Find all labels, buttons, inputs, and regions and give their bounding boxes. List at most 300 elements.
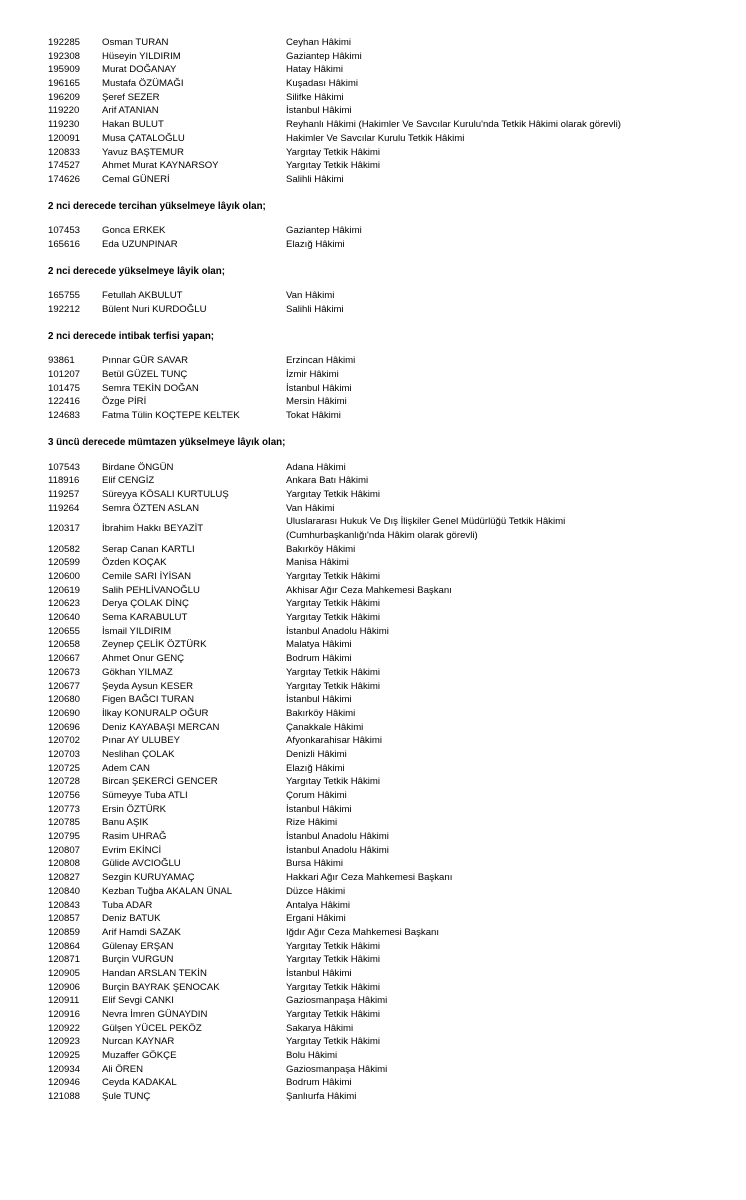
judge-name: Salih PEHLİVANOĞLU (102, 584, 200, 596)
judge-position (286, 1022, 353, 1036)
list-item (0, 803, 746, 817)
registry-number: 120827 (48, 872, 81, 884)
position-line: Kuşadası Hâkimi (286, 78, 358, 90)
judge-position (286, 1063, 387, 1077)
position-line-continued: (Cumhurbaşkanlığı'nda Hâkim olarak görevli) (286, 529, 478, 541)
judge-name: Sezgin KURUYAMAÇ (102, 872, 195, 884)
registry-number: 120702 (48, 735, 81, 747)
judge-name: Sema KARABULUT (102, 612, 188, 624)
judge-name: Arif Hamdi SAZAK (102, 926, 181, 938)
list-item (0, 368, 746, 382)
judge-position (286, 967, 352, 981)
position-line: Van Hâkimi (286, 502, 335, 514)
position-line: Silifke Hâkimi (286, 91, 344, 103)
judge-name: Özge PİRİ (102, 396, 147, 408)
registry-number: 120795 (48, 831, 81, 843)
judge-position (286, 1049, 337, 1063)
registry-number: 120728 (48, 776, 81, 788)
list-item (0, 707, 746, 721)
judge-name: Kezban Tuğba AKALAN ÜNAL (102, 885, 233, 897)
list-item (0, 474, 746, 488)
judge-position (286, 543, 355, 557)
list-item (0, 1049, 746, 1063)
position-line: Yargıtay Tetkik Hâkimi (286, 488, 381, 500)
list-item (0, 354, 746, 368)
position-line: Bakırköy Hâkimi (286, 543, 356, 555)
registry-number: 120680 (48, 694, 81, 706)
list-item (0, 611, 746, 625)
judge-name: Deniz BATUK (102, 913, 161, 925)
position-line: Van Hâkimi (286, 290, 335, 302)
registry-number: 120916 (48, 1009, 81, 1021)
judge-name: Şeref SEZER (102, 91, 160, 103)
judge-name: Burçin BAYRAK ŞENOCAK (102, 981, 220, 993)
judge-name: Ersin ÖZTÜRK (102, 803, 166, 815)
judge-position (286, 994, 387, 1008)
position-line: İstanbul Anadolu Hâkimi (286, 625, 389, 637)
registry-number: 120807 (48, 844, 81, 856)
judge-name: Semra ÖZTEN ASLAN (102, 502, 200, 514)
document-page (0, 36, 746, 1104)
position-line: Yargıtay Tetkik Hâkimi (286, 666, 381, 678)
judge-position (286, 707, 355, 721)
list-item (0, 981, 746, 995)
registry-number: 174626 (48, 173, 81, 185)
judge-name: Hüseyin YILDIRIM (102, 50, 181, 62)
list-item (0, 382, 746, 396)
registry-number: 120808 (48, 858, 81, 870)
judge-name: Banu AŞIK (102, 817, 149, 829)
position-line: Bolu Hâkimi (286, 1050, 338, 1062)
judge-name: Semra TEKİN DOĞAN (102, 382, 199, 394)
registry-number: 120623 (48, 598, 81, 610)
registry-number: 120673 (48, 666, 81, 678)
list-item (0, 409, 746, 423)
judge-name: Ahmet Murat KAYNARSOY (102, 160, 219, 172)
list-item (0, 762, 746, 776)
judge-name: Ceyda KADAKAL (102, 1077, 177, 1089)
judge-name: Nevra İmren GÜNAYDIN (102, 1009, 208, 1021)
judge-position (286, 748, 347, 762)
judge-position (286, 104, 352, 118)
list-item (0, 748, 746, 762)
position-line: Salihli Hâkimi (286, 173, 344, 185)
position-line: Antalya Hâkimi (286, 899, 350, 911)
position-line: Bakırköy Hâkimi (286, 707, 356, 719)
position-line: Reyhanlı Hâkimi (Hakimler Ve Savcılar Kurulu'nda Tetkik Hâkimi olarak görevli) (286, 119, 621, 131)
judge-name: Eda UZUNPINAR (102, 238, 178, 250)
judge-name: Adem CAN (102, 762, 150, 774)
judge-name: Derya ÇOLAK DİNÇ (102, 598, 189, 610)
position-line: Tokat Hâkimi (286, 410, 341, 422)
position-line: Çanakkale Hâkimi (286, 721, 364, 733)
judge-position (286, 652, 352, 666)
position-line: Yargıtay Tetkik Hâkimi (286, 598, 381, 610)
judge-position (286, 354, 355, 368)
position-line: Yargıtay Tetkik Hâkimi (286, 160, 381, 172)
judge-name: Şule TUNÇ (102, 1091, 151, 1103)
position-line: İstanbul Hâkimi (286, 382, 352, 394)
registry-number: 120925 (48, 1050, 81, 1062)
judge-name: Betül GÜZEL TUNÇ (102, 369, 188, 381)
judge-name: Yavuz BAŞTEMUR (102, 146, 184, 158)
list-item (0, 912, 746, 926)
judge-name: Birdane ÖNGÜN (102, 461, 174, 473)
list-item (0, 857, 746, 871)
position-line: Mersin Hâkimi (286, 396, 347, 408)
judge-position (286, 857, 343, 871)
judge-position (286, 926, 439, 940)
registry-number: 196165 (48, 78, 81, 90)
position-line: Adana Hâkimi (286, 461, 346, 473)
registry-number: 120857 (48, 913, 81, 925)
judge-name: Gülşen YÜCEL PEKÖZ (102, 1022, 202, 1034)
position-line: Ankara Batı Hâkimi (286, 475, 369, 487)
judge-position (286, 1076, 352, 1090)
position-line: Hakkari Ağır Ceza Mahkemesi Başkanı (286, 872, 453, 884)
judge-position (286, 1008, 380, 1022)
list-item (0, 556, 746, 570)
judge-position (286, 597, 380, 611)
registry-number: 120785 (48, 817, 81, 829)
judge-position (286, 289, 334, 303)
appointment-section (0, 36, 746, 187)
registry-number: 93861 (48, 355, 75, 367)
registry-number: 192285 (48, 37, 81, 48)
list-item (0, 502, 746, 516)
list-item (0, 597, 746, 611)
judge-position (286, 871, 452, 885)
registry-number: 124683 (48, 410, 81, 422)
appointment-section (0, 330, 746, 423)
judge-position (286, 368, 339, 382)
position-line: Yargıtay Tetkik Hâkimi (286, 571, 381, 583)
judge-name: Ahmet Onur GENÇ (102, 653, 185, 665)
registry-number: 119264 (48, 502, 80, 514)
registry-number: 119220 (48, 105, 80, 117)
list-item (0, 224, 746, 238)
judge-position (286, 77, 358, 91)
position-line: Hatay Hâkimi (286, 64, 344, 76)
registry-number: 120911 (48, 995, 80, 1007)
judge-name: Musa ÇATALOĞLU (102, 132, 185, 144)
section-heading: 2 nci derecede intibak terfisi yapan; (48, 330, 215, 342)
judge-name: İlkay KONURALP OĞUR (102, 707, 209, 719)
judge-position (286, 584, 452, 598)
registry-number: 120833 (48, 146, 81, 158)
registry-number: 120703 (48, 748, 81, 760)
judge-position (286, 461, 346, 475)
judge-name: Neslihan ÇOLAK (102, 748, 175, 760)
registry-number: 120922 (48, 1022, 81, 1034)
list-item (0, 1090, 746, 1104)
list-item (0, 1035, 746, 1049)
list-item (0, 1022, 746, 1036)
registry-number: 120600 (48, 571, 81, 583)
judge-position (286, 91, 344, 105)
registry-number: 165616 (48, 238, 81, 250)
registry-number: 120906 (48, 981, 81, 993)
registry-number: 196209 (48, 91, 81, 103)
judge-position (286, 409, 341, 423)
judge-name: Rasim UHRAĞ (102, 831, 167, 843)
judge-position (286, 515, 565, 542)
list-item (0, 173, 746, 187)
list-item (0, 488, 746, 502)
list-item (0, 1008, 746, 1022)
list-item (0, 36, 746, 50)
list-item (0, 940, 746, 954)
judge-name: Bircan ŞEKERCİ GENCER (102, 776, 218, 788)
list-item (0, 50, 746, 64)
judge-name: Sümeyye Tuba ATLI (102, 790, 188, 802)
appointment-section (0, 200, 746, 252)
list-item (0, 885, 746, 899)
position-line: Şanlıurfa Hâkimi (286, 1091, 357, 1103)
registry-number: 165755 (48, 290, 81, 302)
judge-position (286, 488, 380, 502)
judge-position (286, 734, 382, 748)
position-line: Yargıtay Tetkik Hâkimi (286, 680, 381, 692)
list-item (0, 461, 746, 475)
list-item (0, 104, 746, 118)
position-line: Yargıtay Tetkik Hâkimi (286, 954, 381, 966)
registry-number: 192212 (48, 304, 81, 315)
judge-position (286, 238, 345, 252)
list-item (0, 1063, 746, 1077)
list-item (0, 871, 746, 885)
list-item (0, 830, 746, 844)
judge-name: Gonca ERKEK (102, 225, 166, 237)
position-line: Hakimler Ve Savcılar Kurulu Tetkik Hâkimi (286, 132, 465, 144)
judge-name: Pınnar GÜR SAVAR (102, 355, 189, 367)
list-item (0, 132, 746, 146)
judge-name: Cemile SARI İYİSAN (102, 571, 192, 583)
list-item (0, 652, 746, 666)
registry-number: 119230 (48, 119, 80, 131)
judge-name: Evrim EKİNCİ (102, 844, 162, 856)
judge-position (286, 382, 352, 396)
position-line: İstanbul Hâkimi (286, 803, 352, 815)
judge-name: Mustafa ÖZÜMAĞI (102, 78, 184, 90)
registry-number: 120317 (48, 523, 81, 535)
list-item (0, 926, 746, 940)
registry-number: 120677 (48, 680, 81, 692)
position-line: Iğdır Ağır Ceza Mahkemesi Başkanı (286, 926, 440, 938)
judge-position (286, 570, 380, 584)
judge-position (286, 159, 380, 173)
list-item (0, 734, 746, 748)
registry-number: 195909 (48, 64, 81, 76)
judge-name: İbrahim Hakkı BEYAZİT (102, 523, 204, 535)
list-item (0, 638, 746, 652)
registry-number: 120655 (48, 625, 81, 637)
judge-name: Gülide AVCIOĞLU (102, 858, 181, 870)
registry-number: 122416 (48, 396, 81, 408)
judge-name: Süreyya KÖSALI KURTULUŞ (102, 488, 229, 500)
registry-number: 120690 (48, 707, 81, 719)
registry-number: 120773 (48, 803, 81, 815)
position-line: Bursa Hâkimi (286, 858, 344, 870)
judge-position (286, 303, 344, 317)
judge-name: Özden KOÇAK (102, 557, 167, 569)
registry-number: 120696 (48, 721, 81, 733)
position-line: Yargıtay Tetkik Hâkimi (286, 1036, 381, 1048)
judge-name: Cemal GÜNERİ (102, 173, 170, 185)
registry-number: 101207 (48, 369, 81, 381)
list-item (0, 570, 746, 584)
registry-number: 120934 (48, 1063, 81, 1075)
position-line: Bodrum Hâkimi (286, 653, 352, 665)
judge-name: Elif Sevgi CANKI (102, 995, 174, 1007)
position-line: Salihli Hâkimi (286, 304, 344, 315)
list-item (0, 953, 746, 967)
section-heading: 2 nci derecede tercihan yükselmeye lâyık olan; (48, 200, 266, 212)
registry-number: 107543 (48, 461, 81, 473)
registry-number: 120843 (48, 899, 81, 911)
registry-number: 118916 (48, 475, 80, 487)
judge-position (286, 625, 389, 639)
judge-name: Elif CENGİZ (102, 475, 155, 487)
judge-position (286, 775, 380, 789)
judge-position (286, 885, 345, 899)
registry-number: 120946 (48, 1077, 81, 1089)
registry-number: 120725 (48, 762, 81, 774)
list-item (0, 1076, 746, 1090)
position-line: İstanbul Hâkimi (286, 694, 352, 706)
judge-position (286, 981, 380, 995)
registry-number: 120582 (48, 543, 81, 555)
judge-position (286, 789, 347, 803)
registry-number: 120905 (48, 967, 81, 979)
position-line: Ergani Hâkimi (286, 913, 346, 925)
position-line: Yargıtay Tetkik Hâkimi (286, 612, 381, 624)
list-item (0, 816, 746, 830)
list-item (0, 789, 746, 803)
position-line: Uluslararası Hukuk Ve Dış İlişkiler Genel Müdürlüğü Tetkik Hâkimi (286, 516, 566, 528)
position-line: Elazığ Hâkimi (286, 238, 345, 250)
judge-position (286, 502, 334, 516)
registry-number: 120667 (48, 653, 81, 665)
position-line: Bodrum Hâkimi (286, 1077, 352, 1089)
judge-position (286, 844, 389, 858)
list-item (0, 118, 746, 132)
judge-position (286, 680, 380, 694)
judge-position (286, 556, 349, 570)
list-item (0, 146, 746, 160)
list-item (0, 967, 746, 981)
judge-position (286, 173, 344, 187)
list-item (0, 63, 746, 77)
judge-name: Muzaffer GÖKÇE (102, 1050, 177, 1062)
position-line: Yargıtay Tetkik Hâkimi (286, 940, 381, 952)
position-line: Denizli Hâkimi (286, 748, 347, 760)
registry-number: 120840 (48, 885, 81, 897)
judge-name: Gökhan YILMAZ (102, 666, 173, 678)
judge-position (286, 118, 621, 132)
judge-name: Gülenay ERŞAN (102, 940, 174, 952)
judge-name: Pınar AY ULUBEY (102, 735, 181, 747)
list-item (0, 395, 746, 409)
position-line: Gaziantep Hâkimi (286, 50, 362, 62)
judge-position (286, 132, 464, 146)
judge-name: Fatma Tülin KOÇTEPE KELTEK (102, 410, 240, 422)
judge-name: Zeynep ÇELİK ÖZTÜRK (102, 639, 207, 651)
list-item (0, 693, 746, 707)
registry-number: 101475 (48, 382, 81, 394)
judge-position (286, 50, 362, 64)
judge-position (286, 899, 350, 913)
judge-name: Serap Canan KARTLI (102, 543, 195, 555)
list-item (0, 543, 746, 557)
judge-position (286, 816, 337, 830)
registry-number: 121088 (48, 1091, 81, 1103)
position-line: İzmir Hâkimi (286, 369, 339, 381)
judge-position (286, 395, 347, 409)
position-line: Düzce Hâkimi (286, 885, 346, 897)
list-item (0, 625, 746, 639)
position-line: Yargıtay Tetkik Hâkimi (286, 981, 381, 993)
judge-name: Bülent Nuri KURDOĞLU (102, 304, 207, 315)
position-line: Manisa Hâkimi (286, 557, 349, 569)
list-item (0, 680, 746, 694)
judge-name: İsmail YILDIRIM (102, 625, 172, 637)
position-line: Ceyhan Hâkimi (286, 37, 352, 48)
list-item (0, 77, 746, 91)
registry-number: 120619 (48, 584, 81, 596)
list-item (0, 289, 746, 303)
registry-number: 174527 (48, 160, 81, 172)
judge-position (286, 638, 352, 652)
judge-name: Tuba ADAR (102, 899, 153, 911)
judge-position (286, 940, 380, 954)
list-item (0, 91, 746, 105)
judge-position (286, 803, 352, 817)
position-line: Yargıtay Tetkik Hâkimi (286, 146, 381, 158)
judge-name: Burçin VURGUN (102, 954, 174, 966)
judge-name: Şeyda Aysun KESER (102, 680, 194, 692)
section-heading: 3 üncü derecede mümtazen yükselmeye lâyık olan; (48, 436, 286, 448)
list-item (0, 238, 746, 252)
position-line: Malatya Hâkimi (286, 639, 352, 651)
judge-position (286, 611, 380, 625)
registry-number: 120658 (48, 639, 81, 651)
judge-name: Hakan BULUT (102, 119, 164, 131)
position-line: İstanbul Hâkimi (286, 967, 352, 979)
list-item (0, 515, 746, 542)
judge-position (286, 830, 389, 844)
judge-position (286, 1035, 380, 1049)
judge-position (286, 146, 380, 160)
judge-name: Ali ÖREN (102, 1063, 144, 1075)
registry-number: 120864 (48, 940, 81, 952)
position-line: İstanbul Anadolu Hâkimi (286, 831, 389, 843)
judge-name: Figen BAĞCI TURAN (102, 694, 195, 706)
list-item (0, 721, 746, 735)
registry-number: 120871 (48, 954, 81, 966)
position-line: Sakarya Hâkimi (286, 1022, 354, 1034)
judge-name: Murat DOĞANAY (102, 64, 177, 76)
judge-name: Handan ARSLAN TEKİN (102, 967, 207, 979)
list-item (0, 584, 746, 598)
list-item (0, 666, 746, 680)
position-line: Gaziantep Hâkimi (286, 225, 362, 237)
registry-number: 192308 (48, 50, 81, 62)
registry-number: 120091 (48, 132, 81, 144)
position-line: Elazığ Hâkimi (286, 762, 345, 774)
registry-number: 120923 (48, 1036, 81, 1048)
section-heading: 2 nci derecede yükselmeye lâyik olan; (48, 265, 225, 277)
